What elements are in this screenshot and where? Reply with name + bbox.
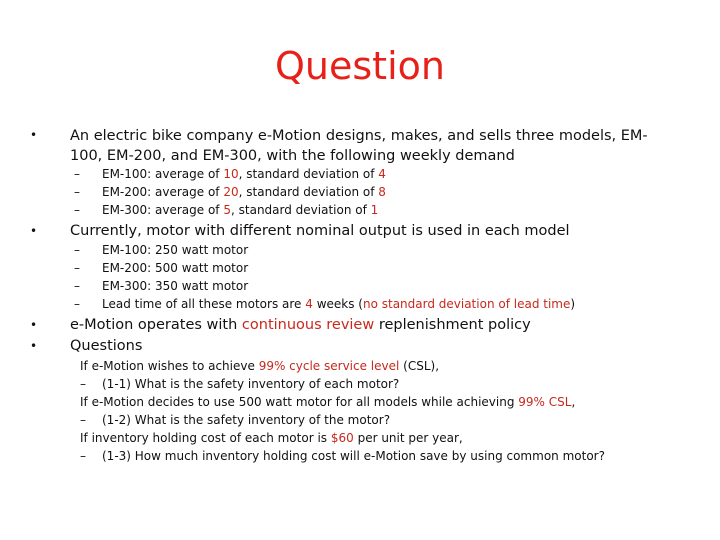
motor-item: – EM-300: 350 watt motor — [74, 279, 249, 293]
bullet-marker: • — [30, 339, 38, 353]
question-item: – (1-3) How much inventory holding cost will e-Motion save by using common motor? — [80, 449, 605, 463]
question-condition: If e-Motion wishes to achieve 99% cycle service level (CSL), — [80, 359, 440, 373]
question-item: – (1-2) What is the safety inventory of the motor? — [80, 413, 391, 427]
slide-title: Question — [275, 44, 445, 88]
demand-item: – EM-100: average of 10, standard deviation of 4 — [74, 167, 386, 181]
motor-item: – EM-100: 250 watt motor — [74, 243, 249, 257]
demand-item: – EM-200: average of 20, standard deviation of 8 — [74, 185, 386, 199]
lead-time-item: – Lead time of all these motors are 4 weeks (no standard deviation of lead time) — [74, 297, 576, 311]
bullet-demand-text: An electric bike company e-Motion designs, makes, and sells three models, EM- 100, EM-200, and EM-300, with the following weekly demand — [70, 128, 648, 164]
bullet-marker: • — [30, 224, 38, 238]
question-item: – (1-1) What is the safety inventory of each motor? — [80, 377, 400, 391]
question-condition: If e-Motion decides to use 500 watt motor for all models while achieving 99% CSL, — [80, 395, 576, 409]
motor-item: – EM-200: 500 watt motor — [74, 261, 249, 275]
bullet-motor-text: Currently, motor with different nominal output is used in each model — [70, 223, 570, 239]
bullet-policy-text: e-Motion operates with continuous review replenishment policy — [70, 317, 531, 333]
bullet-marker: • — [30, 318, 38, 332]
bullet-questions-text: Questions — [70, 338, 143, 354]
bullet-marker: • — [30, 128, 38, 142]
demand-item: – EM-300: average of 5, standard deviation of 1 — [74, 203, 379, 217]
question-condition: If inventory holding cost of each motor is $60 per unit per year, — [80, 431, 463, 445]
